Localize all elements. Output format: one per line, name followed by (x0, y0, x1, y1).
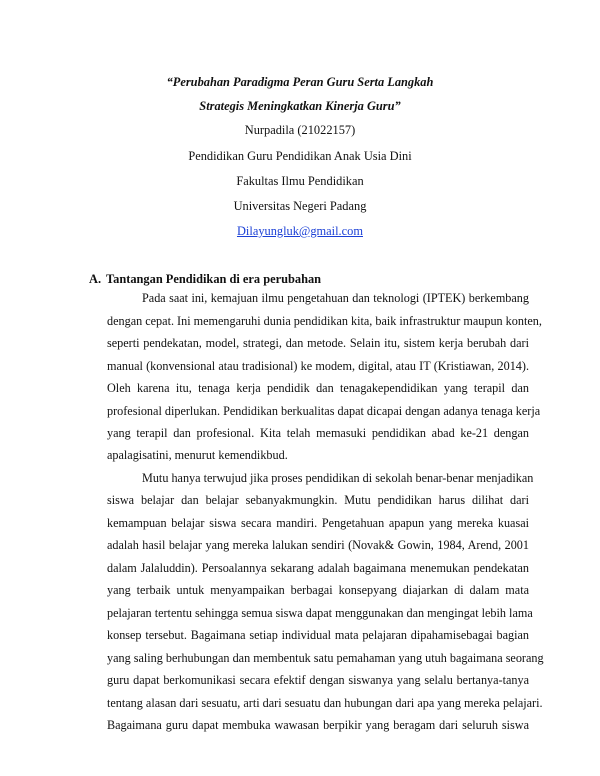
paragraph-line: yang terapil dan profesional. Kita telah memasuki pendidikan abad ke-21 dengan (107, 426, 529, 440)
paragraph-line: Oleh karena itu, tenaga kerja pendidik dan tenagakependidikan yang terapil dan (107, 381, 529, 395)
section-heading (89, 272, 321, 287)
author-university: Universitas Negeri Padang (233, 199, 367, 213)
author-email-link[interactable]: Dilayungluk@gmail.com (236, 224, 363, 238)
section-title: Tantangan Pendidikan di era perubahan (106, 272, 322, 286)
paragraph-line: yang terbaik untuk menyampaikan berbagai konsepyang diajarkan di dalam mata (107, 583, 529, 597)
author-name: Nurpadila (21022157) (244, 123, 356, 137)
paragraph-line: Mutu hanya terwujud jika proses pendidikan di sekolah benar-benar menjadikan (142, 471, 534, 485)
paragraph-line: dalam Jalaluddin). Persoalannya sekarang adalah bagaimana menemukan pendekatan (107, 561, 529, 575)
paragraph-line: profesional diperlukan. Pendidikan berkualitas dapat dicapai dengan adanya tenaga kerja (107, 404, 541, 418)
paragraph-line: manual (konvensional atau tradisional) ke modem, digital, atau IT (Kristiawan, 2014). (107, 359, 529, 373)
paragraph-line: yang saling berhubungan dan membentuk satu pemahaman yang utuh bagaimana seorang (107, 651, 544, 665)
author-program: Pendidikan Guru Pendidikan Anak Usia Dini (188, 149, 412, 163)
title-line-1: “Perubahan Paradigma Peran Guru Serta Langkah (166, 75, 434, 89)
paragraph-line: pelajaran tertentu sehingga semua siswa dapat menggunakan dan mengingat lebih lama (107, 606, 533, 620)
paragraph-line: konsep tersebut. Bagaimana setiap individual mata pelajaran dipahamisebagai bagian (107, 628, 529, 642)
paragraph-line: kemampuan belajar siswa secara mandiri. Pengetahuan apapun yang mereka kuasai (107, 516, 529, 530)
paragraph-line: siswa belajar dan belajar sebanyakmungkin. Mutu pendidikan harus dilihat dari (107, 493, 529, 507)
paragraph-line: seperti pendekatan, model, strategi, dan metode. Selain itu, sistem kerja berubah dari (107, 336, 529, 350)
title-line-2: Strategis Meningkatkan Kinerja Guru” (199, 99, 401, 113)
author-faculty: Fakultas Ilmu Pendidikan (236, 174, 364, 188)
paragraph-line: Bagaimana guru dapat membuka wawasan berpikir yang beragam dari seluruh siswa (107, 718, 529, 732)
paragraph-line: apalagisatini, menurut kemendikbud. (107, 448, 288, 462)
paragraph-line: Pada saat ini, kemajuan ilmu pengetahuan dan teknologi (IPTEK) berkembang (142, 291, 529, 305)
paragraph-line: dengan cepat. Ini memengaruhi dunia pendidikan kita, baik infrastruktur maupun konten, (107, 314, 542, 328)
section-letter: A. (89, 272, 102, 286)
paragraph-line: guru dapat berkomunikasi secara efektif dengan siswanya yang selalu bertanya-tanya (107, 673, 529, 687)
author-email-line (0, 224, 600, 239)
paragraph-line: tentang alasan dari sesuatu, arti dari sesuatu dan hubungan dari apa yang mereka pelajari. (107, 696, 543, 710)
paragraph-line: adalah hasil belajar yang mereka lalukan sendiri (Novak& Gowin, 1984, Arend, 2001 (107, 538, 529, 552)
